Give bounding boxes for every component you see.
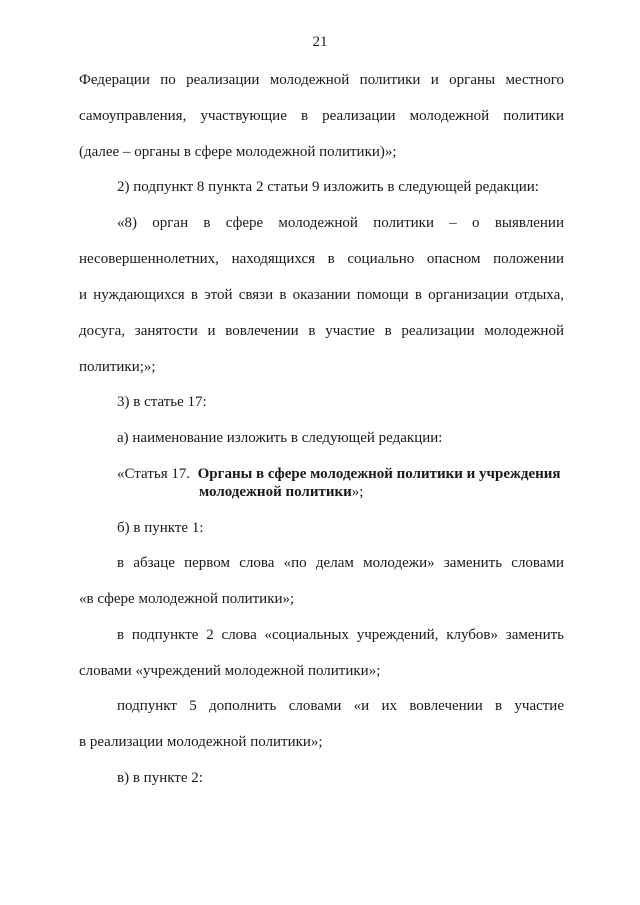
paragraph-line: самоуправления, участвующие в реализации молодежной политики [79, 108, 564, 124]
article-heading-suffix: »; [351, 484, 364, 500]
paragraph-line: «в сфере молодежной политики»; [79, 591, 295, 607]
paragraph-line: 2) подпункт 8 пункта 2 статьи 9 изложить в следующей редакции: [117, 179, 539, 195]
paragraph-line: «8) орган в сфере молодежной политики – о выявлении [117, 215, 564, 231]
article-heading-continuation [199, 483, 363, 501]
paragraph-line: несовершеннолетних, находящихся в социально опасном положении [79, 251, 564, 267]
paragraph-line: политики;»; [79, 359, 156, 375]
paragraph-line: б) в пункте 1: [117, 520, 204, 536]
paragraph-line: подпункт 5 дополнить словами «и их вовлечении в участие [117, 698, 564, 714]
page-number: 21 [312, 34, 328, 50]
paragraph-line: и нуждающихся в этой связи в оказании помощи в организации отдыха, [79, 287, 564, 303]
paragraph-line: досуга, занятости и вовлечении в участие в реализации молодежной [79, 323, 564, 339]
paragraph-line: Федерации по реализации молодежной политики и органы местного [79, 72, 564, 88]
article-heading-prefix: «Статья 17. [117, 466, 191, 482]
article-heading-title-line2: молодежной политики [199, 484, 352, 500]
paragraph-line: в подпункте 2 слова «социальных учреждений, клубов» заменить [117, 627, 564, 643]
article-heading-title-line1: Органы в сфере молодежной политики и учреждения [197, 466, 561, 482]
paragraph-line: (далее – органы в сфере молодежной политики)»; [79, 144, 397, 160]
article-heading [117, 465, 561, 483]
paragraph-line: в реализации молодежной политики»; [79, 734, 323, 750]
paragraph-line: словами «учреждений молодежной политики»; [79, 663, 381, 679]
paragraph-line: в) в пункте 2: [117, 770, 203, 786]
paragraph-line: 3) в статье 17: [117, 394, 207, 410]
paragraph-line: а) наименование изложить в следующей редакции: [117, 430, 443, 446]
paragraph-line: в абзаце первом слова «по делам молодежи» заменить словами [117, 555, 564, 571]
